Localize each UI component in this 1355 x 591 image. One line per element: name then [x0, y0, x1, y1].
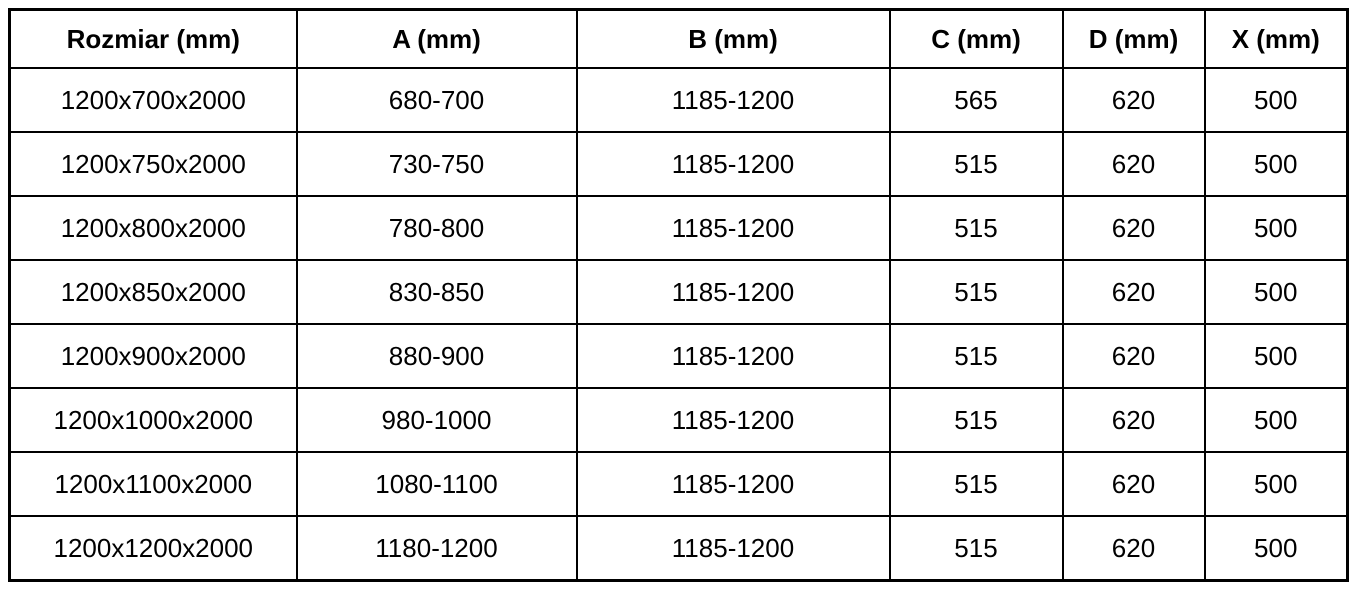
- column-header: A (mm): [297, 10, 577, 69]
- table-cell: 620: [1063, 388, 1205, 452]
- table-cell: 780-800: [297, 196, 577, 260]
- table-cell: 1080-1100: [297, 452, 577, 516]
- table-cell: 620: [1063, 196, 1205, 260]
- table-cell: 1185-1200: [577, 516, 890, 581]
- table-cell: 1200x900x2000: [10, 324, 297, 388]
- table-cell: 1185-1200: [577, 260, 890, 324]
- table-cell: 1200x850x2000: [10, 260, 297, 324]
- size-specification-table: [8, 8, 1349, 582]
- table-cell: 515: [890, 452, 1063, 516]
- table-cell: 1185-1200: [577, 324, 890, 388]
- column-header: B (mm): [577, 10, 890, 69]
- table-cell: 1185-1200: [577, 388, 890, 452]
- table-cell: 500: [1205, 324, 1348, 388]
- table-body: [10, 68, 1348, 581]
- table-cell: 1185-1200: [577, 132, 890, 196]
- table-cell: 680-700: [297, 68, 577, 132]
- table-row: [10, 452, 1348, 516]
- table-cell: 980-1000: [297, 388, 577, 452]
- table-cell: 620: [1063, 68, 1205, 132]
- table-cell: 1185-1200: [577, 68, 890, 132]
- column-header: Rozmiar (mm): [10, 10, 297, 69]
- table-row: [10, 324, 1348, 388]
- table-cell: 1185-1200: [577, 452, 890, 516]
- table-header: [10, 10, 1348, 69]
- table-header-row: [10, 10, 1348, 69]
- table-cell: 500: [1205, 68, 1348, 132]
- table-cell: 880-900: [297, 324, 577, 388]
- table-cell: 1200x1100x2000: [10, 452, 297, 516]
- table-row: [10, 68, 1348, 132]
- table-cell: 515: [890, 260, 1063, 324]
- table-cell: 515: [890, 132, 1063, 196]
- table-cell: 500: [1205, 132, 1348, 196]
- column-header: C (mm): [890, 10, 1063, 69]
- table-cell: 1200x750x2000: [10, 132, 297, 196]
- table-row: [10, 388, 1348, 452]
- table-cell: 515: [890, 196, 1063, 260]
- table-cell: 500: [1205, 388, 1348, 452]
- table-cell: 830-850: [297, 260, 577, 324]
- table-cell: 515: [890, 388, 1063, 452]
- table-cell: 1200x700x2000: [10, 68, 297, 132]
- table-cell: 730-750: [297, 132, 577, 196]
- column-header: X (mm): [1205, 10, 1348, 69]
- table-cell: 500: [1205, 516, 1348, 581]
- table-cell: 620: [1063, 452, 1205, 516]
- table-cell: 500: [1205, 196, 1348, 260]
- table-cell: 1185-1200: [577, 196, 890, 260]
- table-cell: 1200x800x2000: [10, 196, 297, 260]
- column-header: D (mm): [1063, 10, 1205, 69]
- table-cell: 1200x1200x2000: [10, 516, 297, 581]
- table-row: [10, 132, 1348, 196]
- table-row: [10, 196, 1348, 260]
- table-cell: 620: [1063, 132, 1205, 196]
- table-row: [10, 260, 1348, 324]
- table-cell: 515: [890, 324, 1063, 388]
- table-cell: 620: [1063, 260, 1205, 324]
- table-cell: 515: [890, 516, 1063, 581]
- table-cell: 620: [1063, 324, 1205, 388]
- table-cell: 1200x1000x2000: [10, 388, 297, 452]
- table-cell: 1180-1200: [297, 516, 577, 581]
- table-cell: 620: [1063, 516, 1205, 581]
- table-cell: 565: [890, 68, 1063, 132]
- table-cell: 500: [1205, 260, 1348, 324]
- table-row: [10, 516, 1348, 581]
- table-cell: 500: [1205, 452, 1348, 516]
